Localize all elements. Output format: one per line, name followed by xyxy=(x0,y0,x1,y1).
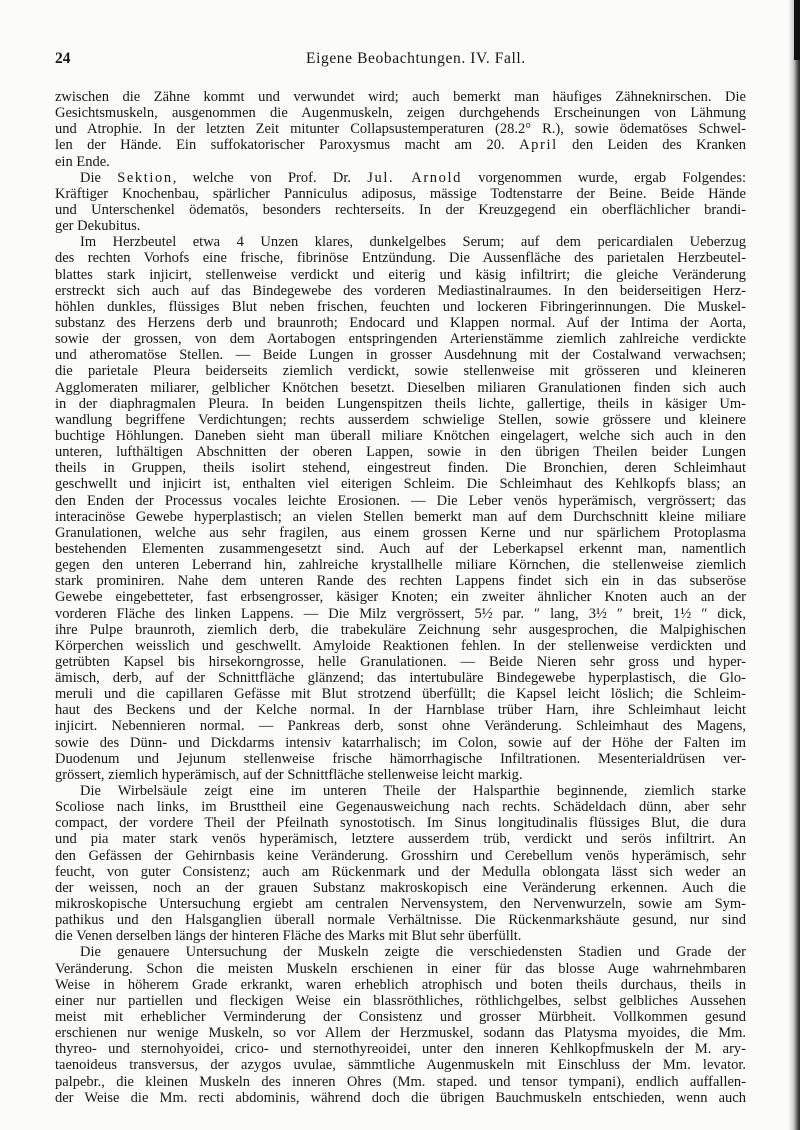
text-line: erschienen nur wenige Muskeln, so vor Allem der Herzmuskel, sodann das Platysma myoides, die Mm. xyxy=(55,1025,746,1042)
text-line xyxy=(55,170,746,186)
text-line: den Gefässen der Gehirnbasis keine Veränderung. Grosshirn und Cerebellum venös hyperämisch, sehr xyxy=(55,847,746,864)
text-line: und Unterschenkel ödematös, besonders rechterseits. In der Kreuzgegend ein oberflächlicher brandi- xyxy=(55,201,746,218)
text-line: der Weise die Mm. recti abdominis, während doch die übrigen Bauchmuskeln entschieden, wenn auch xyxy=(55,1089,746,1106)
text-line: bestehenden Elementen zusammengesetzt sind. Auch auf der Leberkapsel erkennt man, namentlich xyxy=(55,540,746,557)
page-number: 24 xyxy=(55,50,71,67)
running-title: Eigene Beobachtungen. IV. Fall. xyxy=(306,50,526,67)
text-line xyxy=(55,137,746,153)
body-text xyxy=(55,89,746,1106)
text-line: Die Wirbelsäule zeigt eine im unteren Theile der Halsparthie beginnende, ziemlich starke xyxy=(80,783,746,800)
text-line: meist mit erheblicher Verminderung der Consistenz und grosser Mürbheit. Vollkommen gesund xyxy=(55,1009,746,1026)
text-line: ämisch, derb, auf der Schnittfläche glänzend; das intertubuläre Bindegewebe hyperplastisch, die Glo- xyxy=(55,670,746,687)
text-line: stark prominiren. Nahe dem unteren Rande des rechten Lappens findet sich ein in das subseröse xyxy=(55,573,746,590)
text-line: in der diaphragmalen Pleura. In beiden Lungenspitzen theils lichte, gallertige, theils in käsiger Um- xyxy=(55,395,746,412)
text-line: unteren, lufthältigen Abschnitten der oberen Lappen, sowie in den übrigen Theilen beider Lungen xyxy=(55,444,746,461)
spaced-word: April xyxy=(519,137,558,154)
text-line: getrübten Kapsel bis hirsekorngrosse, helle Granulationen. — Beide Nieren sehr gross und hyper- xyxy=(55,653,746,670)
text-line: Scoliose nach links, im Brusttheil eine Gegenausweichung nach rechts. Schädeldach dünn, aber sehr xyxy=(55,799,746,816)
text-line: Kräftiger Knochenbau, spärlicher Panniculus adiposus, mässige Todtenstarre der Beine. Beide Hände xyxy=(55,185,746,202)
text-line: einer nur partiellen und fleckigen Weise ein blassröthliches, röthlichgelbes, selbst gelbliches Aussehen xyxy=(55,992,746,1009)
text-line: geschwellt und injicirt ist, enthalten viel eiterigen Schleim. Die Schleimhaut des Kehlkopfs blass; an xyxy=(55,476,746,493)
text-line: ein Ende. xyxy=(55,153,110,170)
text-line: vorderen Fläche des linken Lappens. — Die Milz vergrössert, 5½ par. ″ lang, 3½ ″ breit, 1½ ″ dick, xyxy=(55,605,746,622)
paragraph xyxy=(55,234,746,783)
text-line: ger Dekubitus. xyxy=(55,218,141,235)
text-segment: vorgenommen wurde, ergab Folgendes: xyxy=(461,169,746,186)
text-line: des rechten Vorhofs eine frische, fibrinöse Entzündung. Die Aussenfläche des parietalen Herzbeutel- xyxy=(55,250,746,267)
text-line: wandlung begriffene Verdichtungen; rechts ausserdem schwielige Stellen, sowie grössere und kleinere xyxy=(55,411,746,428)
paragraph xyxy=(55,170,746,235)
text-line: Im Herzbeutel etwa 4 Unzen klares, dunkelgelbes Serum; auf dem pericardialen Ueberzug xyxy=(80,234,746,251)
text-line: Die genauere Untersuchung der Muskeln zeigte die verschiedensten Stadien und Grade der xyxy=(80,944,746,961)
paragraph xyxy=(55,944,746,1105)
text-line: meruli und die capillaren Gefässe mit Blut strotzend überfüllt; die Kapsel leicht löslich; die Schleim- xyxy=(55,686,746,703)
text-line: feucht, von guter Consistenz; auch am Rückenmark und der Medulla oblongata lässt sich weder an xyxy=(55,863,746,880)
text-line: blattes stark injicirt, stellenweise verdickt und eiterig und käsig infiltrirt; die gleiche Veränderung xyxy=(55,266,746,283)
text-line: und pia mater stark venös hyperämisch, letztere ausserdem trüb, verdickt und serös infiltrirt. An xyxy=(55,831,746,848)
spaced-word: Sektion xyxy=(117,169,173,186)
text-line: die parietale Pleura beiderseits ziemlich verdickt, sowie stellenweise mit grösseren und kleineren xyxy=(55,363,746,380)
text-segment: den Leiden des Kranken xyxy=(557,137,746,154)
text-line: erstreckt sich auch auf das Bindegewebe des vorderen Mediastinalraumes. In den beiderseitigen Herz- xyxy=(55,282,746,299)
paragraph xyxy=(55,89,746,170)
page-edge-shadow xyxy=(788,0,800,1130)
text-line: palpebr., die kleinen Muskeln des inneren Ohres (Mm. staped. und tensor tympani), endlich auffallen- xyxy=(55,1073,746,1090)
page-edge-dark-mark xyxy=(794,0,800,60)
text-line: Körperchen weisslich und geschwellt. Amyloide Reaktionen fehlen. In der stellenweise verdickten und xyxy=(55,637,746,654)
text-line: ihre Pulpe braunroth, ziemlich derb, die trabekuläre Zeichnung sehr ausgesprochen, die Malpighischen xyxy=(55,621,746,638)
text-line: und atheromatöse Stellen. — Beide Lungen in grosser Ausdehnung mit der Costalwand verwachsen; xyxy=(55,347,746,364)
paragraph xyxy=(55,783,746,944)
text-line: sowie des Dünn- und Dickdarms intensiv katarrhalisch; im Colon, sowie auf der Höhe der Falten im xyxy=(55,734,746,751)
text-line: Agglomeraten miliarer, gelblicher Knötchen besetzt. Dieselben miliaren Granulationen finden sich auch xyxy=(55,379,746,396)
text-line: thyreo- und sternohyoidei, crico- und sternothyreoidei, unter den inneren Kehlkopfmuskeln der M. ary- xyxy=(55,1041,746,1058)
text-line: injicirt. Nebennieren normal. — Pankreas derb, sonst ohne Veränderung. Schleimhaut des Magens, xyxy=(55,718,746,735)
text-segment: len der Hände. Ein suffokatorischer Paroxysmus macht am 20. xyxy=(55,137,520,154)
text-line: compact, der vordere Theil der Pfeilnath synostotisch. Im Sinus longitudinalis flüssiges Blut, die dura xyxy=(55,815,746,832)
text-line: Gesichtsmuskeln, ausgenommen die Augenmuskeln, zeigen durchgehends Erscheinungen von Lähmung xyxy=(55,105,746,122)
text-line: Duodenum und Jejunum stellenweise frische hämorrhagische Infiltrationen. Mesenterialdrüsen ver- xyxy=(55,750,746,767)
text-line: haut des Beckens und der Kelche normal. In der Harnblase trüber Harn, ihre Schleimhaut leicht xyxy=(55,702,746,719)
text-line: der weissen, noch an der grauen Substanz makroskopisch eine Veränderung erkennen. Auch die xyxy=(55,879,746,896)
text-line: Granulationen, welche aus sehr fragilen, aus einem grossen Kerne und nur spärlichem Protoplasma xyxy=(55,524,746,541)
text-line: den Enden der Processus vocales leichte Erosionen. — Die Leber venös hyperämisch, vergrössert; das xyxy=(55,492,746,509)
text-line: taenoideus transversus, der azygos uvulae, sämmtliche Augenmuskeln mit Einschluss der Mm. levator. xyxy=(55,1057,746,1074)
text-segment: Die xyxy=(80,169,118,186)
text-line: gegen den unteren Leberrand hin, zahlreiche krystallhelle miliare Körnchen, die stellenweise ziemlich xyxy=(55,557,746,574)
text-line: interacinöse Gewebe hyperplastisch; an vielen Stellen bemerkt man auf dem Durchschnitt kleine miliare xyxy=(55,508,746,525)
text-line: buchtige Höhlungen. Daneben sieht man überall miliare Knötchen eingelagert, welche sich auch in den xyxy=(55,427,746,444)
text-line: höhlen dunkles, flüssiges Blut neben frischen, feuchten und lockeren Fibringerinnungen. Die Muskel- xyxy=(55,298,746,315)
text-line: Veränderung. Schon die meisten Muskeln erschienen in einer für das blosse Auge wahrnehmbaren xyxy=(55,960,746,977)
text-line: Weise in höherem Grade erkrankt, waren erheblich atrophisch und boten theils durchaus, theils in xyxy=(55,976,746,993)
text-line: Gewebe eingebetteter, fast erbsengrosser, käsiger Knoten; ein zweiter ähnlicher Knoten auch an der xyxy=(55,589,746,606)
spaced-word: Jul. Arnold xyxy=(367,169,462,186)
text-line: und Atrophie. In der letzten Zeit mitunter Collapsustemperaturen (28.2° R.), sowie ödematöses Schwel- xyxy=(55,121,746,138)
text-line: sowie der grossen, von dem Aortabogen entspringenden Arterienstämme ziemlich zahlreiche verdickte xyxy=(55,331,746,348)
text-line: pathikus und den Halsganglien überall normale Verhältnisse. Die Rückenmarkshäute gesund, nur sind xyxy=(55,912,746,929)
text-line: zwischen die Zähne kommt und verwundet wird; auch bemerkt man häufiges Zähneknirschen. Die xyxy=(55,89,746,105)
text-line: mikroskopische Untersuchung ergiebt am centralen Nervensystem, den Nervenwurzeln, sowie am Sym- xyxy=(55,896,746,913)
text-segment: , welche von Prof. Dr. xyxy=(172,169,368,186)
text-line: theils in Gruppen, theils isolirt stehend, eingestreut finden. Die Bronchien, deren Schleimhaut xyxy=(55,460,746,477)
text-line: substanz des Herzens derb und braunroth; Endocard und Klappen normal. Auf der Intima der Aorta, xyxy=(55,314,746,331)
text-line: die Venen derselben längs der hinteren Fläche des Marks mit Blut sehr überfüllt. xyxy=(55,928,522,945)
text-line: grössert, ziemlich hyperämisch, auf der Schnittfläche stellenweise leicht markig. xyxy=(55,766,523,783)
